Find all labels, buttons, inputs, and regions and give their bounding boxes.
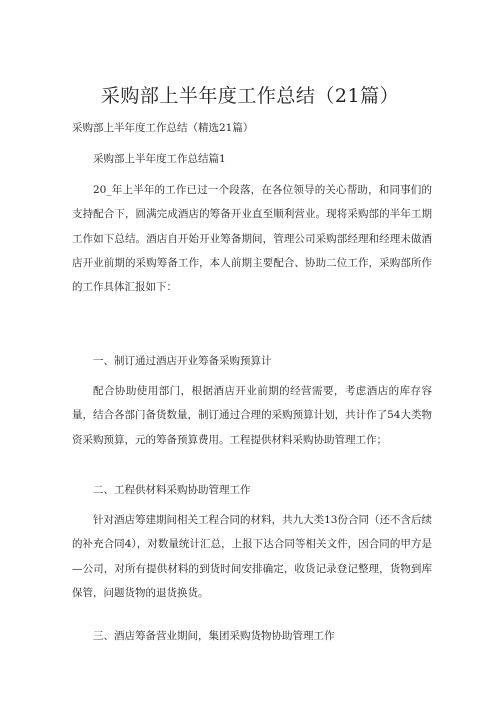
paragraph-1: 配合协助使用部门，根据酒店开业前期的经营需要，考虑酒店的库存容量，结合各部门备货数量，制订通过合理的采购预算计划，共计作了54大类物资采购预算，元的筹备预算费用。工程提供材料采购协助管理工作； bbox=[72, 385, 432, 446]
paragraph-2: 针对酒店筹建期间相关工程合同的材料，共九大类13份合同（还不含后续的补充合同4），对数量统计汇总，上报下达合同等相关文件，因合同的甲方是—公司，对所有提供材料的到货时间安排确定，收货记录登记整理，货物到库保管，问题货物的退货换货。 bbox=[72, 514, 432, 599]
heading-3: 三、酒店筹备营业期间，集团采购货物协助管理工作 bbox=[93, 630, 335, 642]
heading-2: 二、工程供材料采购协助管理工作 bbox=[93, 484, 251, 496]
paragraph-intro: 20_年上半年的工作已过一个段落，在各位领导的关心帮助，和同事们的支持配合下，圆满完成酒店的筹备开业直至顺利营业。现将采购部的半年工期工作如下总结。酒店自开始开业筹备期间，管理公司采购部经理和经理未做酒店开业前期的采购筹备工作，本人前期主要配合、协助二位工作，采购部所作的工作具体汇报如下： bbox=[72, 184, 432, 294]
section-heading: 采购部上半年度工作总结篇1 bbox=[93, 153, 226, 165]
heading-1: 一、制订通过酒店开业筹备采购预算计 bbox=[93, 355, 272, 367]
document-subtitle: 采购部上半年度工作总结（精选21篇） bbox=[72, 122, 254, 134]
document-title: 采购部上半年度工作总结（21篇） bbox=[100, 85, 400, 107]
